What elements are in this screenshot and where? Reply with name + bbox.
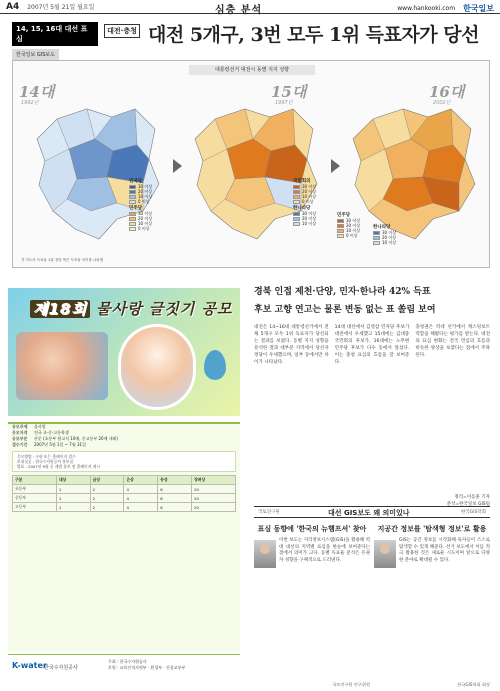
map-title: 대통령선거 대전시 동별 지지 성향: [189, 65, 315, 75]
legend-item: 20 이상: [293, 216, 316, 221]
map-panel-15: [175, 79, 331, 265]
table-row: 구분 대상 금상 은상 동상 장려상: [13, 476, 236, 485]
legend-item: 0 이상: [337, 233, 360, 238]
legend-item: 30 이상: [293, 184, 316, 189]
legend-item: 30 이상: [129, 184, 152, 189]
legend-swatch: [337, 224, 344, 228]
paper-info: [397, 3, 494, 14]
ad-detail-row: 공모부문 산문 (초등부 원고지 10매, 중고등부 20매 내외): [12, 436, 119, 441]
ad-title-text: 물사랑 글짓기 공모: [96, 300, 233, 318]
legend-swatch: [337, 229, 344, 233]
ad-photo-child: [118, 324, 196, 410]
legend-item: 0 이상: [293, 199, 316, 204]
legend-item: 30 이상: [373, 230, 396, 235]
kwater-logo: K-water: [12, 661, 47, 670]
ad-photo-mother-child: [16, 332, 108, 400]
legend-swatch: [129, 227, 136, 231]
legend-swatch: [129, 212, 136, 216]
legend-swatch: [293, 200, 300, 204]
legend-16: [337, 213, 360, 238]
kicker-main: 14, 15, 16대 대선 표심: [12, 22, 98, 46]
legend-item: 30 이상: [337, 218, 360, 223]
legend-swatch: [129, 185, 136, 189]
byline: 정리=이동훈 기자 분석=한국일보 GIS팀: [446, 495, 490, 507]
page-header: [0, 0, 500, 14]
advertisement[interactable]: [0, 282, 244, 690]
water-drop-icon: [204, 350, 226, 380]
map-15-svg: [175, 79, 331, 265]
year-label-15: 15대: [271, 83, 307, 101]
legend-swatch: [293, 217, 300, 221]
map-note: 각 지도의 득표율 1위 정당 색은 득표율 차이를 나타냄: [21, 257, 104, 262]
legend-item: 30 이상: [293, 211, 316, 216]
legend-item: 0 이상: [129, 226, 152, 231]
legend-swatch: [293, 195, 300, 199]
article-body: [254, 324, 490, 492]
expert-name: 한국GIS학회 회장: [457, 682, 490, 687]
legend-swatch: [293, 212, 300, 216]
legend-swatch: [293, 190, 300, 194]
table-row: 중등부 1 2 4 6 20: [13, 494, 236, 503]
legend-swatch: [373, 241, 380, 245]
section-title: 심층 분석: [215, 5, 263, 16]
legend-title: 국민회의: [293, 179, 311, 184]
ad-host-info: 주최 : 한국수자원공사 후원 : 교육인적자원부 · 환경부 · 건설교통부: [108, 659, 186, 670]
legend-item: 10 이상: [373, 240, 396, 245]
issue-date: 2007년 5월 21일 월요일: [27, 4, 95, 11]
legend-item: 10 이상: [129, 221, 152, 226]
legend-item: 10 이상: [337, 228, 360, 233]
map-panel-16: [333, 79, 489, 265]
newspaper-logo: 한국일보: [463, 4, 494, 13]
band-left-label: 국토연구원: [258, 510, 280, 515]
year-label-16: 16대: [429, 83, 465, 101]
year-number-14: 1992년: [21, 100, 39, 106]
legend-title: 한나라당: [293, 206, 311, 211]
year-number-15: 1997년: [275, 100, 293, 106]
legend-swatch: [293, 222, 300, 226]
ad-detail-row: 접수기간 2007년 5월 1일 ~ 7월 31일: [12, 442, 86, 447]
legend-item: 10 이상: [129, 194, 152, 199]
kicker: [12, 22, 98, 58]
legend-15: [293, 179, 316, 226]
prize-table: [12, 475, 236, 512]
legend-swatch: [129, 195, 136, 199]
headline: 대전 5개구, 3번 모두 1위 득표자가 당선: [148, 24, 479, 46]
legend-item: 10 이상: [293, 221, 316, 226]
expert-text: GIS는 공간 정보를 시각화해 독자들이 스스로 탐색할 수 있게 해준다. 선거 보도에서 이를 적극 활용한 것은 새로운 시도이며 앞으로 다양한 분야로 확대될 수 있다.: [399, 538, 490, 563]
expert-column-1: [254, 524, 370, 690]
map-panel-14: [17, 79, 173, 265]
ad-title: [30, 298, 232, 319]
legend-swatch: [129, 217, 136, 221]
commentary-band: [254, 506, 490, 518]
legend-swatch: [293, 185, 300, 189]
region-label: 대전·충청: [104, 24, 140, 38]
kicker-sub: 한국일보 GIS보도: [12, 49, 59, 60]
legend-swatch: [129, 190, 136, 194]
legend-item: 20 이상: [337, 223, 360, 228]
expert-title: 표심 동향에 '한국의 뉴햄프셔' 찾아: [257, 524, 367, 533]
legend-item: 0 이상: [129, 199, 152, 204]
map-14-svg: [17, 79, 173, 265]
legend-swatch: [373, 231, 380, 235]
page-number: A4: [6, 1, 20, 12]
expert-photo: [374, 540, 396, 568]
legend-swatch: [129, 200, 136, 204]
legend-title: 한나라당: [373, 225, 391, 230]
legend-title: 민자당: [129, 179, 143, 184]
map-graphic: [12, 60, 490, 268]
ad-info-block: 응모방법 : 우편 또는 홈페이지 접수 보내실곳 : 한국수자원공사 홍보실 발표 : 2007년 9월 중 개별 통보 및 홈페이지 게시: [12, 451, 236, 472]
ad-details: [8, 422, 240, 652]
legend-14: [129, 179, 152, 231]
expert-photo: [254, 540, 276, 568]
ad-detail-row: 응모자격 전국 초·중·고등학생: [12, 430, 69, 435]
legend-item: 10 이상: [293, 194, 316, 199]
legend-item: 20 이상: [373, 235, 396, 240]
sponsor-name: 한국수자원공사: [44, 665, 78, 671]
year-number-16: 2002년: [433, 100, 451, 106]
legend-item: 20 이상: [129, 189, 152, 194]
subheadline-1: 경북 인접 제천·단양, 민자·한나라 42% 득표: [254, 287, 431, 297]
subheadline-2: 후보 고향 연고는 물론 변동 없는 표 쏠림 보여: [254, 305, 436, 315]
ad-detail-row: 공모주제 물사랑: [12, 424, 46, 429]
ad-banner: [8, 288, 240, 416]
legend-item: 20 이상: [293, 189, 316, 194]
legend-item: 30 이상: [129, 211, 152, 216]
band-right-label: 한국GIS학회: [460, 510, 486, 515]
expert-name: 국토연구원 연구위원: [332, 682, 370, 687]
table-row: 고등부 1 2 4 6 20: [13, 503, 236, 512]
legend-swatch: [337, 219, 344, 223]
ad-footer: [8, 654, 240, 686]
year-label-14: 14대: [19, 83, 55, 101]
legend-title: 민주당: [337, 213, 351, 218]
legend-swatch: [129, 222, 136, 226]
article-column-2: 14대 대선에서 김영삼 민자당 후보가 대전에서 우세했고 15대에는 김대중 국민회의 후보가, 16대에는 노무현 민주당 후보가 다수 동에서 앞섰다. 이는 충청 표심의 흐름을 잘 보여준다.: [334, 325, 410, 365]
article-column-3: 충청권은 역대 선거에서 캐스팅보트 역할을 해왔다는 평가를 받는다. 대전의 표심 변화는 전국 민심의 흐름과 비슷한 양상을 보였다는 점에서 주목된다.: [415, 325, 491, 358]
site-url[interactable]: www.hankooki.com: [397, 5, 456, 12]
table-row: 초등부 1 2 4 6 20: [13, 485, 236, 494]
expert-text: 이번 보도는 지리정보시스템(GIS)을 활용해 역대 대선의 지역별 표심을 한눈에 보여준다는 점에서 의미가 크다. 동별 득표율 분석은 유권자 성향을 구체적으로 드러낸다.: [279, 538, 370, 563]
legend-swatch: [373, 236, 380, 240]
expert-title: 지공간 정보를 '탐색형 정보'로 활용: [377, 524, 487, 533]
band-title: 대선 GIS보도 왜 의미있나: [328, 509, 410, 517]
ad-title-number: 제18회: [30, 300, 90, 318]
legend-title: 민주당: [129, 206, 143, 211]
legend-16b: [373, 225, 396, 245]
legend-swatch: [337, 234, 344, 238]
expert-column-2: [374, 524, 490, 690]
article-column-1: 대전은 14~16대 대통령선거에서 전체 5개구 모두 1위 득표자가 당선되는 결과를 보였다. 동별 지지 성향을 분석한 결과 대부분 지역에서 당선자 정당이 우세했으며, 일부 동에서만 차이가 나타났다.: [254, 325, 329, 365]
legend-item: 20 이상: [129, 216, 152, 221]
